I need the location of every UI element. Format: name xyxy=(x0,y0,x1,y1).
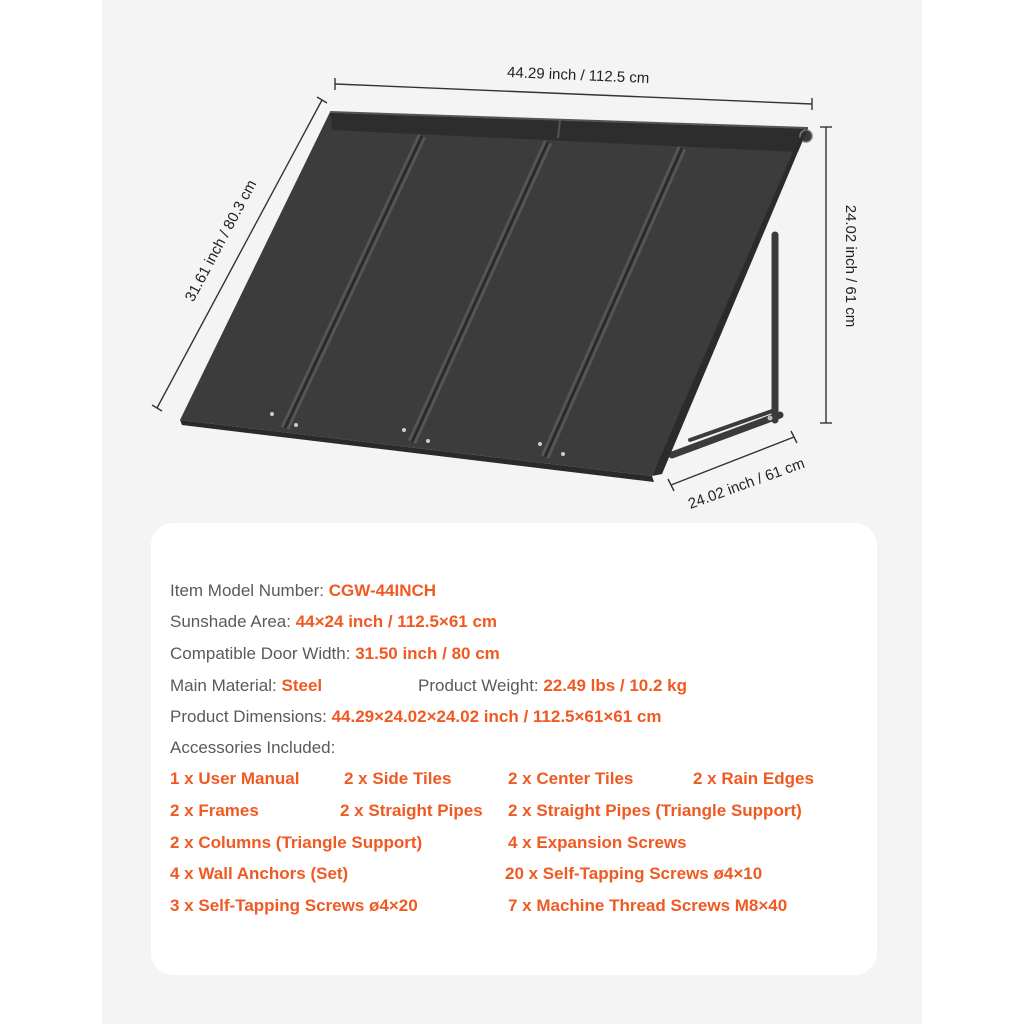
accessory-item: 2 x Side Tiles xyxy=(344,769,452,788)
spec-material xyxy=(170,675,322,697)
height-dimension-label: 24.02 inch / 61 cm xyxy=(842,204,859,328)
accessory-item: 1 x User Manual xyxy=(170,769,300,788)
accessory-item: 2 x Center Tiles xyxy=(508,769,634,788)
spec-weight-label: Product Weight: xyxy=(418,676,544,695)
width-dimension-label: 44.29 inch / 112.5 cm xyxy=(506,64,650,87)
accessory-item: 2 x Straight Pipes (Triangle Support) xyxy=(508,801,802,820)
spec-door xyxy=(170,643,500,665)
accessories-heading xyxy=(170,737,335,759)
spec-material-label: Main Material: xyxy=(170,676,282,695)
accessory-item: 2 x Rain Edges xyxy=(693,769,814,788)
accessory-item: 20 x Self-Tapping Screws ø4×10 xyxy=(505,864,763,883)
spec-weight xyxy=(418,675,687,697)
spec-product-dimensions-label: Product Dimensions: xyxy=(170,707,332,726)
accessory-item: 4 x Wall Anchors (Set) xyxy=(170,864,349,883)
spec-model-value: CGW-44INCH xyxy=(328,581,437,600)
spec-weight-value: 22.49 lbs / 10.2 kg xyxy=(543,676,688,695)
spec-area-value: 44×24 inch / 112.5×61 cm xyxy=(295,612,498,631)
accessory-item: 2 x Columns (Triangle Support) xyxy=(170,833,423,852)
accessory-item: 2 x Straight Pipes xyxy=(340,801,483,820)
spec-area-label: Sunshade Area: xyxy=(170,612,296,631)
depth-dimension-label: 24.02 inch / 61 cm xyxy=(685,454,807,513)
accessory-item: 7 x Machine Thread Screws M8×40 xyxy=(508,896,788,915)
spec-material-value: Steel xyxy=(281,676,323,695)
awning-panel xyxy=(180,112,812,482)
spec-model-label: Item Model Number: xyxy=(170,581,329,600)
accessory-item: 3 x Self-Tapping Screws ø4×20 xyxy=(170,896,418,915)
spec-model xyxy=(170,580,436,602)
length-dimension-label: 31.61 inch / 80.3 cm xyxy=(181,177,261,305)
accessory-item: 2 x Frames xyxy=(170,801,259,820)
spec-door-value: 31.50 inch / 80 cm xyxy=(355,644,500,663)
accessory-item: 4 x Expansion Screws xyxy=(508,833,687,852)
spec-product-dimensions-value: 44.29×24.02×24.02 inch / 112.5×61×61 cm xyxy=(331,707,662,726)
spec-door-label: Compatible Door Width: xyxy=(170,644,356,663)
spec-area xyxy=(170,611,497,633)
accessories-heading-text: Accessories Included: xyxy=(170,738,336,757)
spec-product-dimensions xyxy=(170,706,661,728)
